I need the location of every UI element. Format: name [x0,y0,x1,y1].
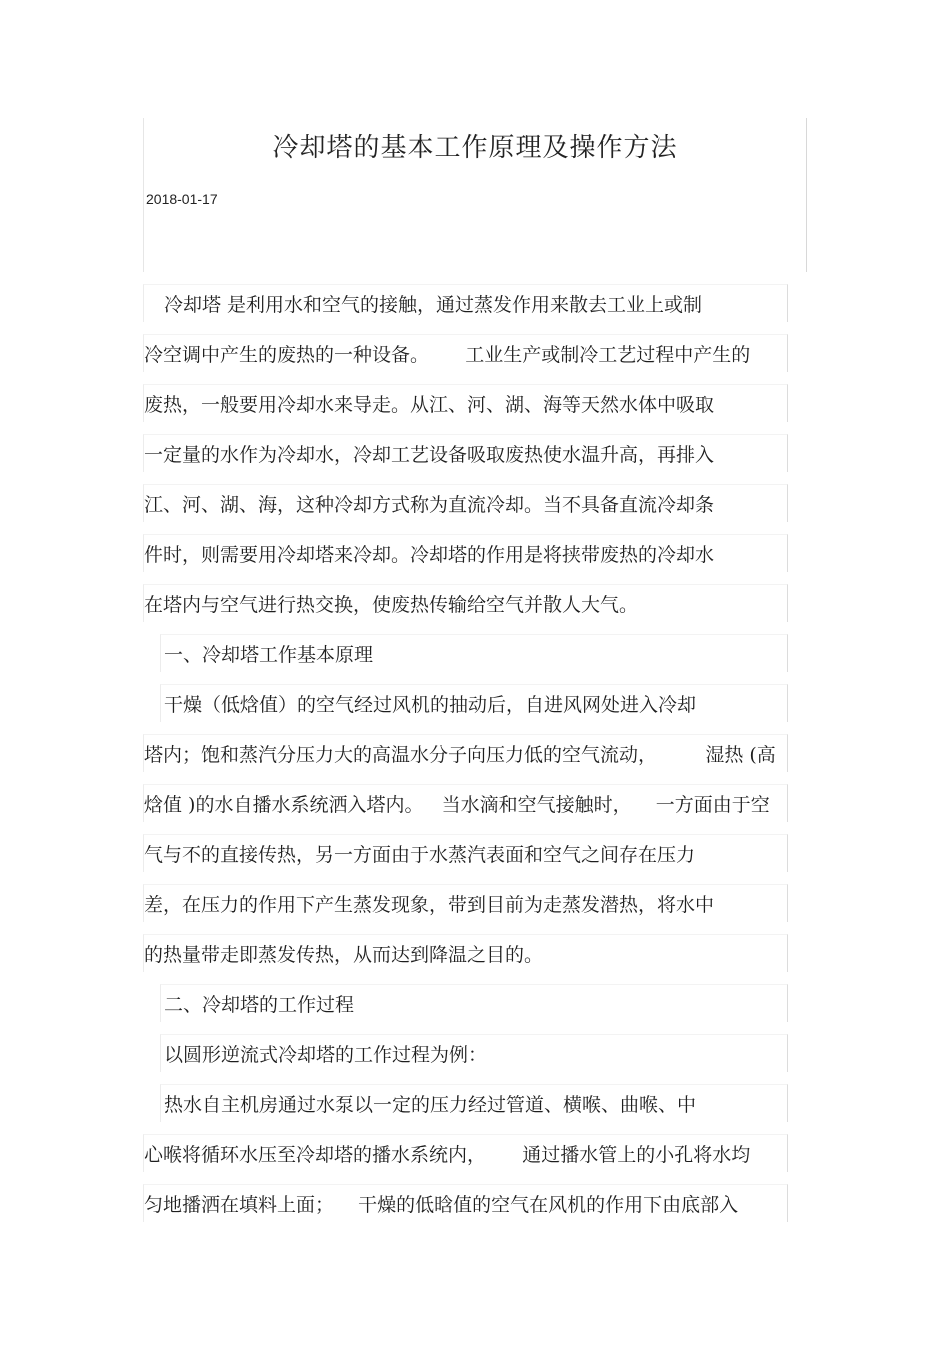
paragraph-line: 件时，则需要用冷却塔来冷却。冷却塔的作用是将挟带废热的冷却水 [143,534,788,572]
section-heading: 一、冷却塔工作基本原理 [160,634,788,672]
paragraph-line: 冷空调中产生的废热的一种设备。 工业生产或制冷工艺过程中产生的 [143,334,788,372]
paragraph-line: 气与不的直接传热，另一方面由于水蒸汽表面和空气之间存在压力 [143,834,788,872]
document-date: 2018-01-17 [146,191,218,207]
paragraph-line: 差，在压力的作用下产生蒸发现象，带到目前为走蒸发潜热，将水中 [143,884,788,922]
paragraph-line: 一定量的水作为冷却水，冷却工艺设备吸取废热使水温升高，再排入 [143,434,788,472]
document-title: 冷却塔的基本工作原理及操作方法 [272,133,678,163]
paragraph-line: 的热量带走即蒸发传热，从而达到降温之目的。 [143,934,788,972]
paragraph-line: 在塔内与空气进行热交换，使废热传输给空气并散人大气。 [143,584,788,622]
paragraph-line: 焓值 )的水自播水系统洒入塔内。 当水滴和空气接触时， 一方面由于空 [143,784,788,822]
section-heading: 二、冷却塔的工作过程 [160,984,788,1022]
paragraph-line: 以圆形逆流式冷却塔的工作过程为例： [160,1034,788,1072]
paragraph-line: 干燥（低焓值）的空气经过风机的抽动后，自进风网处进入冷却 [160,684,788,722]
paragraph-line: 废热，一般要用冷却水来导走。从江、河、湖、海等天然水体中吸取 [143,384,788,422]
paragraph-line: 匀地播洒在填料上面； 干燥的低晗值的空气在风机的作用下由底部入 [143,1184,788,1222]
paragraph-line: 塔内；饱和蒸汽分压力大的高温水分子向压力低的空气流动， 湿热 (高 [143,734,788,772]
paragraph-line: 冷却塔 是利用水和空气的接触，通过蒸发作用来散去工业上或制 [143,284,788,322]
paragraph-line: 心喉将循环水压至冷却塔的播水系统内， 通过播水管上的小孔将水均 [143,1134,788,1172]
paragraph-line: 江、河、湖、海，这种冷却方式称为直流冷却。当不具备直流冷却条 [143,484,788,522]
paragraph-line: 热水自主机房通过水泵以一定的压力经过管道、横喉、曲喉、中 [160,1084,788,1122]
